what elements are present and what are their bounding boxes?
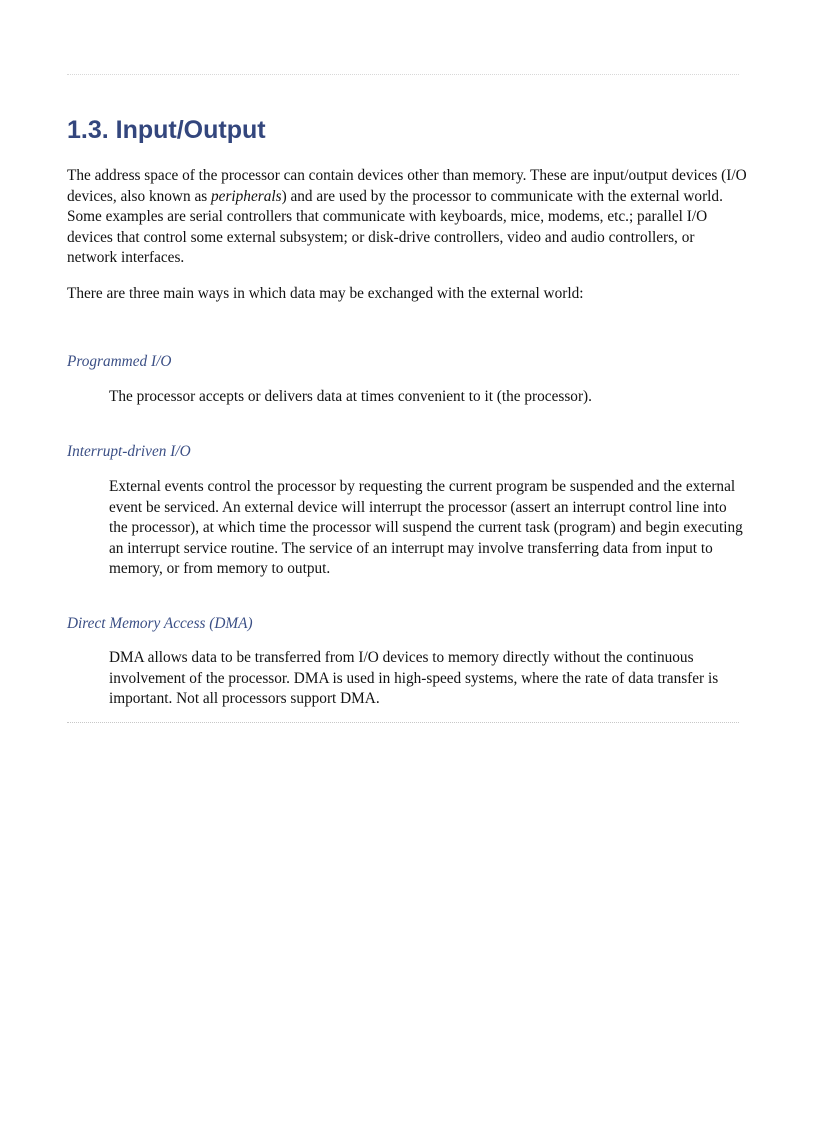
definition-term-interrupt-driven-io: Interrupt-driven I/O: [67, 443, 191, 460]
header-divider: [67, 74, 739, 75]
definition-term-dma: Direct Memory Access (DMA): [67, 615, 253, 632]
ways-paragraph: There are three main ways in which data may be exchanged with the external world:: [67, 285, 584, 302]
section-title: 1.3. Input/Output: [67, 116, 266, 144]
definition-term-programmed-io: Programmed I/O: [67, 353, 172, 370]
peripherals-term: peripherals: [211, 187, 282, 205]
intro-text-end: ) and are used by the processor to communicate with the external world. Some examples are serial controllers that communicate with keyboards, mice, modems, etc.; parallel I/O devices that control some external subsystem; or disk-drive controllers, video and audio controllers, or network interfaces.: [67, 187, 723, 267]
footer-divider: [67, 722, 739, 723]
intro-paragraph: [67, 166, 747, 269]
intro-text-start: The address space of the processor can contain devices other than memory. These are input/output devices (I/O devices, also known as: [67, 167, 747, 205]
definition-text-programmed-io: The processor accepts or delivers data at times convenient to it (the processor).: [109, 388, 592, 405]
definition-text-dma: DMA allows data to be transferred from I/O devices to memory directly without the continuous involvement of the processor. DMA is used in high-speed systems, where the rate of data transfer is important. Not all processors support DMA.: [109, 649, 719, 708]
definition-text-interrupt-driven-io: External events control the processor by requesting the current program be suspended and the external event be serviced. An external device will interrupt the processor (assert an interrupt control line into the processor), at which time the processor will suspend the current task (program) and begin executing an interrupt service routine. The service of an interrupt may involve transferring data from input to memory, or from memory to output.: [109, 478, 743, 578]
